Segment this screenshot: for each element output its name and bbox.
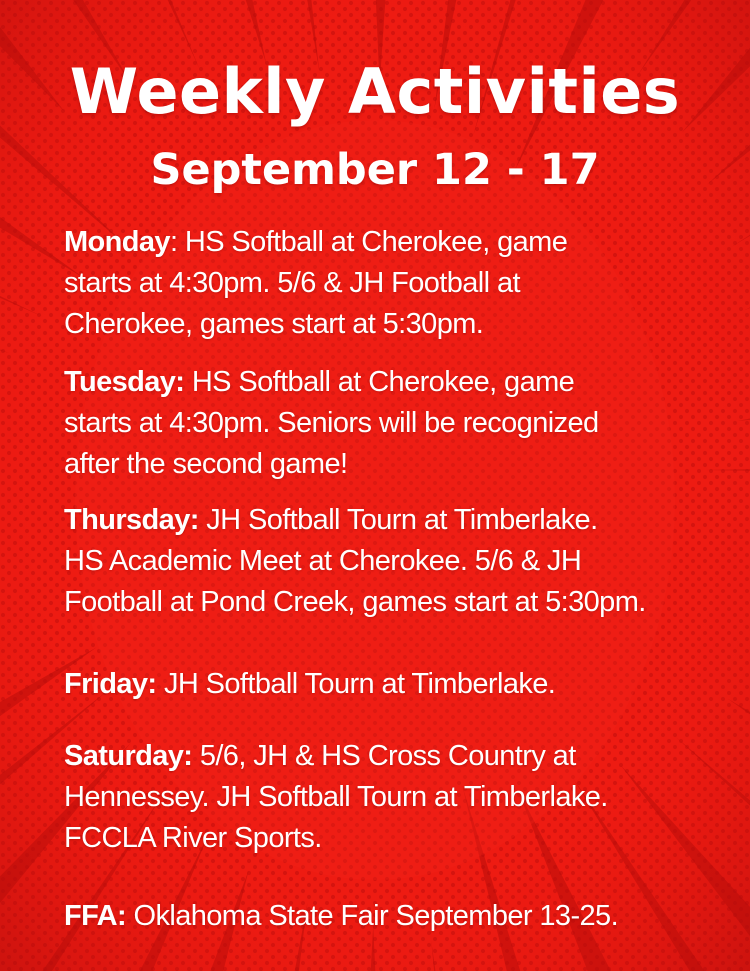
- page-title: Weekly Activities: [69, 55, 681, 128]
- day-label: Saturday:: [64, 740, 193, 772]
- day-label: Thursday:: [64, 504, 199, 536]
- day-label: Tuesday:: [64, 366, 185, 398]
- entry-text-line: : HS Softball at Cherokee, game: [169, 226, 568, 258]
- entry-friday: [64, 664, 734, 705]
- day-label: FFA:: [64, 900, 127, 932]
- entry-text-line: starts at 4:30pm. 5/6 & JH Football at: [64, 267, 520, 299]
- entry-text-line: JH Softball Tourn at Timberlake.: [198, 504, 598, 536]
- entry-text-line: HS Softball at Cherokee, game: [184, 366, 575, 398]
- entry-text-line: Football at Pond Creek, games start at 5:30pm.: [64, 586, 646, 618]
- entry-text-line: starts at 4:30pm. Seniors will be recognized: [64, 407, 599, 439]
- date-range-subtitle: September 12 - 17: [150, 145, 600, 195]
- entry-text-line: 5/6, JH & HS Cross Country at: [192, 740, 576, 772]
- entry-monday: [64, 222, 734, 345]
- entry-text-line: JH Softball Tourn at Timberlake.: [156, 668, 556, 700]
- entry-text-line: Oklahoma State Fair September 13-25.: [126, 900, 619, 932]
- entry-text-line: HS Academic Meet at Cherokee. 5/6 & JH: [64, 545, 582, 577]
- entry-text-line: Hennessey. JH Softball Tourn at Timberlake.: [64, 781, 608, 813]
- entry-saturday: [64, 736, 734, 859]
- day-label: Friday:: [64, 668, 157, 700]
- entry-text-line: Cherokee, games start at 5:30pm.: [64, 308, 484, 340]
- entry-tuesday: [64, 362, 734, 485]
- entry-text-line: after the second game!: [64, 448, 348, 480]
- day-label: Monday: [64, 226, 170, 258]
- entry-text-line: FCCLA River Sports.: [64, 822, 322, 854]
- entry-ffa: [64, 896, 734, 937]
- entry-thursday: [64, 500, 734, 623]
